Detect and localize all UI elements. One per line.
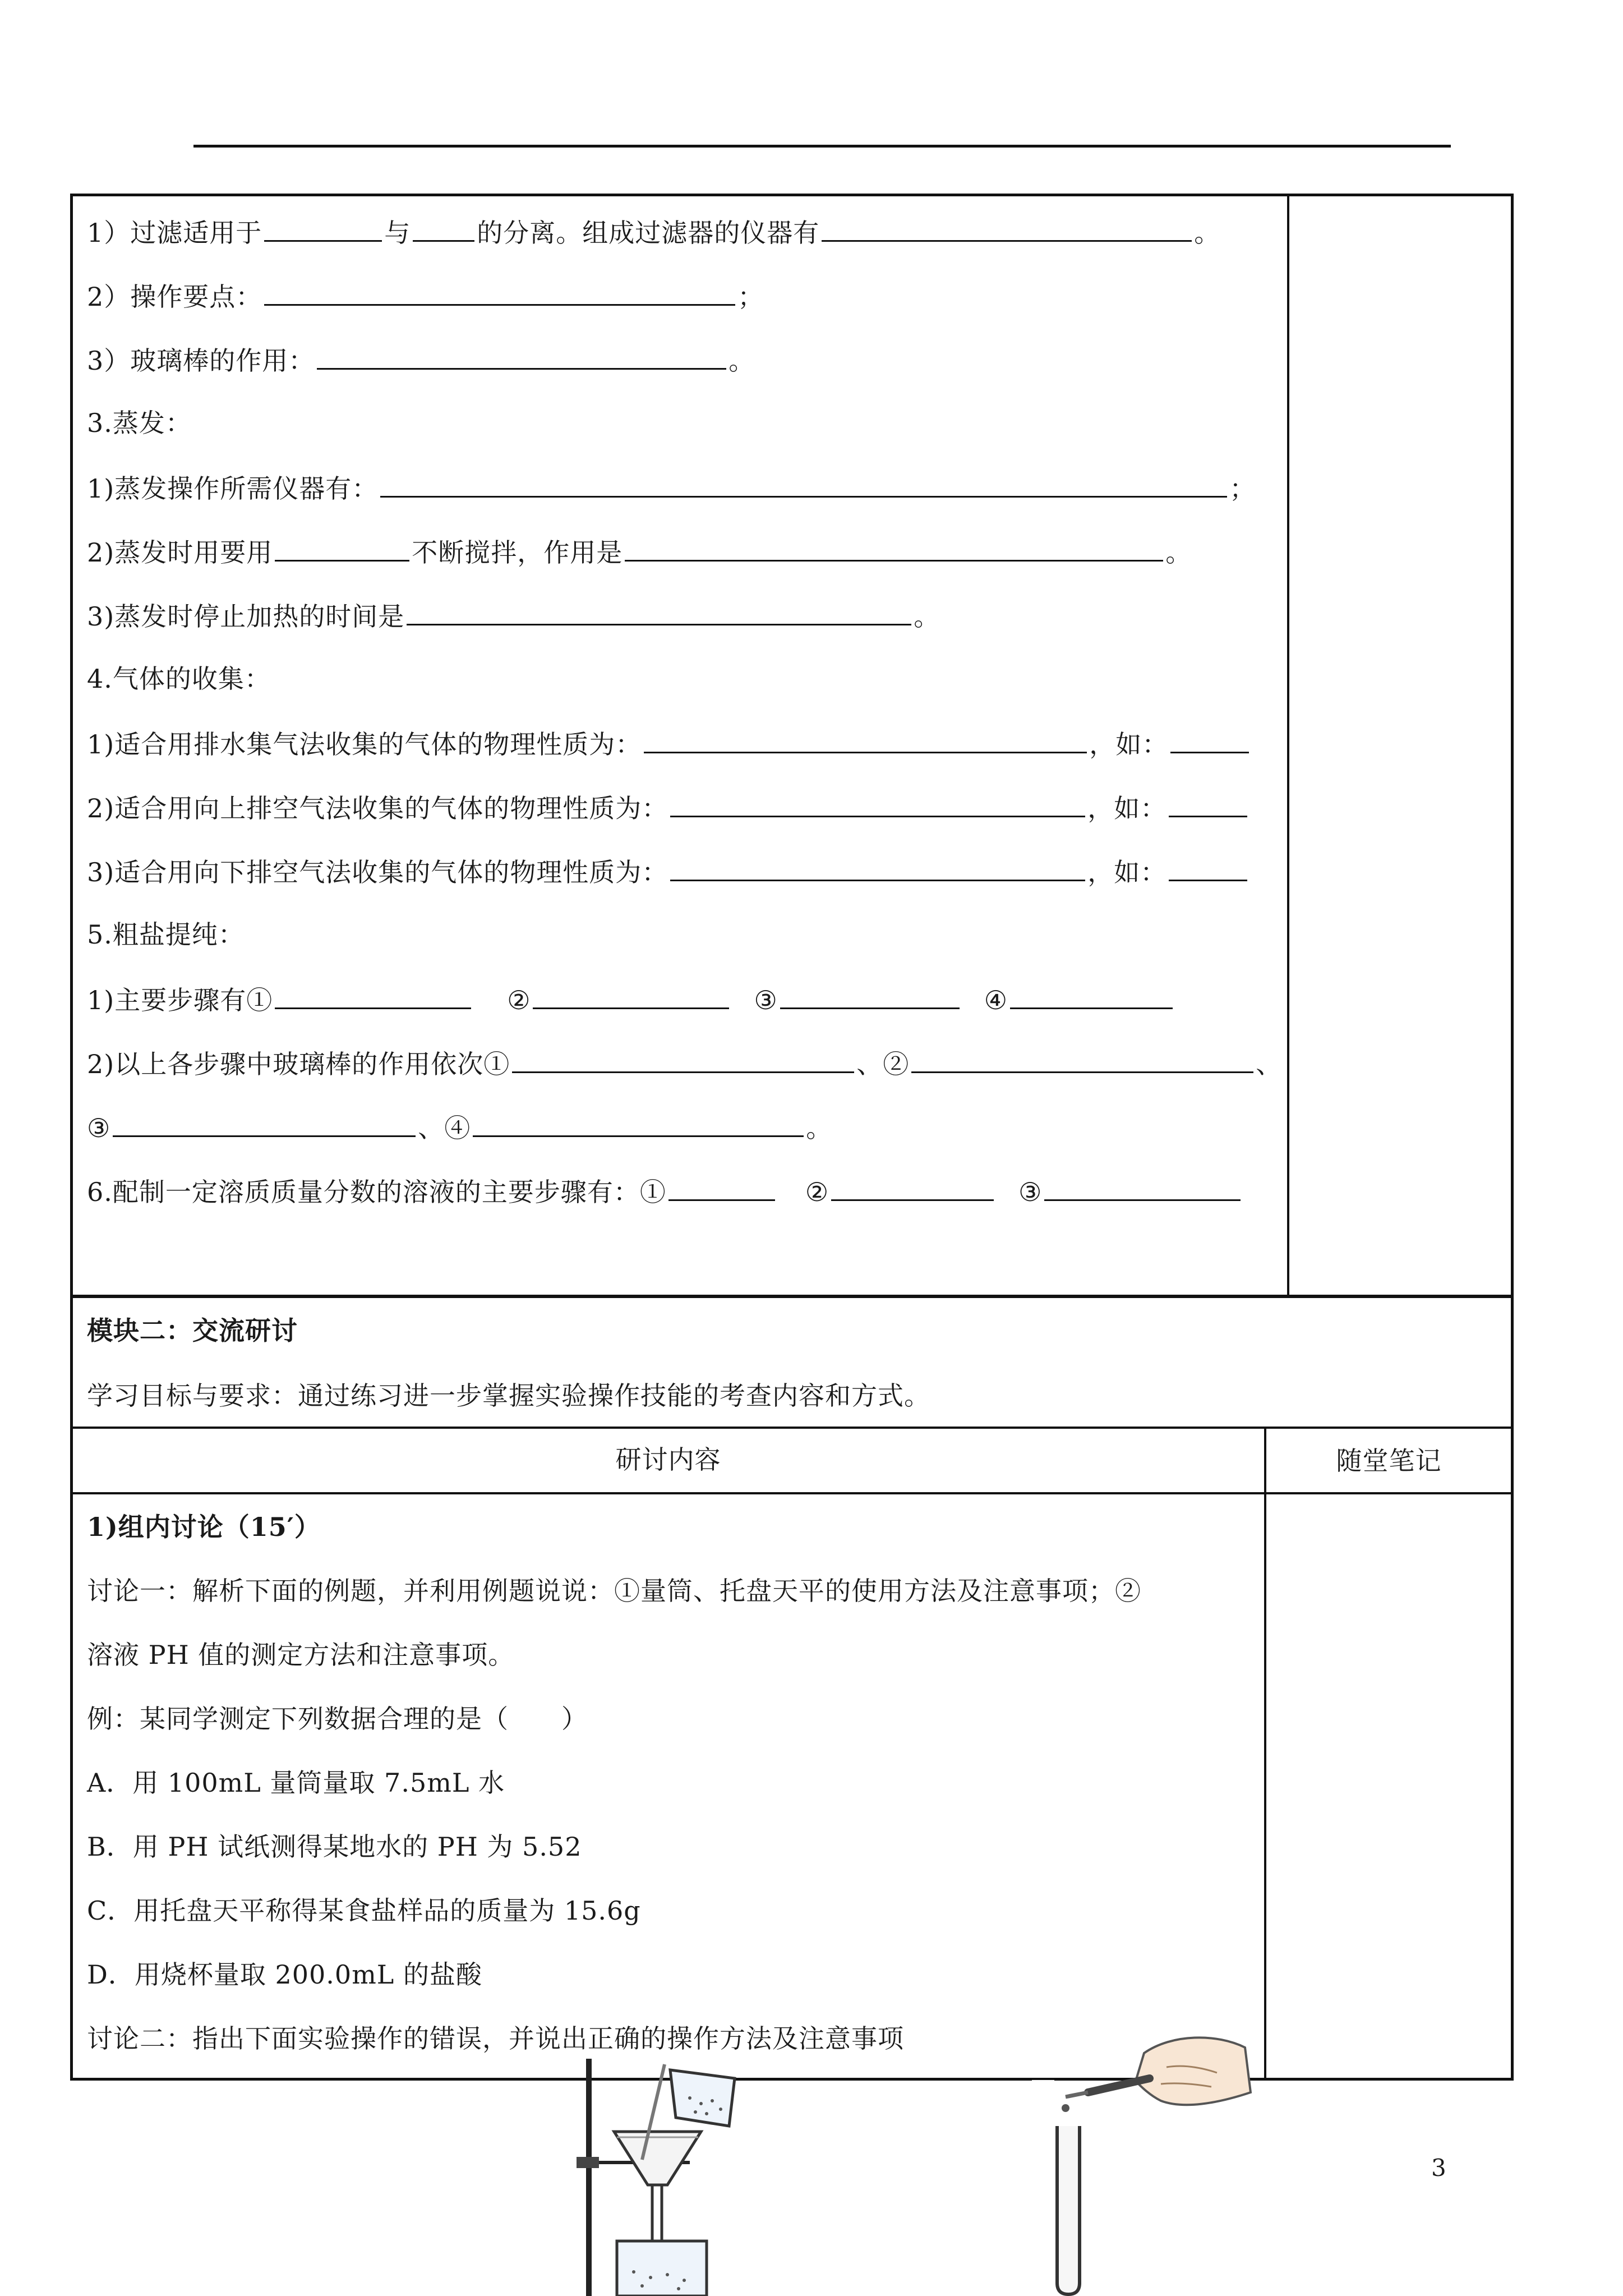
- option-c: C．用托盘天平称得某食盐样品的质量为 15.6g: [87, 1895, 641, 1926]
- filter-line-1: 1）过滤适用于 与 的分离。组成过滤器的仪器有 。: [87, 213, 1220, 251]
- blank[interactable]: [1169, 853, 1247, 881]
- example-question: 例：某同学测定下列数据合理的是（ ）: [87, 1704, 588, 1734]
- blank[interactable]: [831, 1172, 994, 1201]
- blank[interactable]: [275, 981, 471, 1009]
- blank[interactable]: [670, 789, 1085, 817]
- col-header-content: 研讨内容: [615, 1444, 721, 1475]
- blank[interactable]: [317, 341, 726, 370]
- blank[interactable]: [113, 1108, 416, 1137]
- blank[interactable]: [413, 213, 474, 242]
- blank[interactable]: [512, 1045, 854, 1073]
- salt-line-1: 1)主要步骤有① ② ③ ④: [87, 981, 1175, 1018]
- module2-goal: 学习目标与要求：通过练习进一步掌握实验操作技能的考查内容和方式。: [87, 1381, 930, 1411]
- gas-heading: 4.气体的收集：: [87, 664, 271, 694]
- blank[interactable]: [1044, 1172, 1241, 1201]
- salt-heading: 5.粗盐提纯：: [87, 919, 245, 950]
- col-header-notes: 随堂笔记: [1336, 1446, 1442, 1476]
- blank[interactable]: [473, 1108, 804, 1137]
- discussion2: 讨论二：指出下面实验操作的错误，并说出正确的操作方法及注意事项: [87, 2023, 904, 2054]
- blank[interactable]: [1010, 981, 1173, 1009]
- discussion-title: 1)组内讨论（15′）: [87, 1512, 321, 1542]
- module2-header-rule: [70, 1427, 1514, 1429]
- option-d: D．用烧杯量取 200.0mL 的盐酸: [87, 1959, 482, 1990]
- blank[interactable]: [911, 1045, 1253, 1073]
- header-rule: [193, 145, 1451, 148]
- dropper-test-tube-icon: [1032, 2031, 1256, 2296]
- evaporation-heading: 3.蒸发：: [87, 408, 192, 438]
- blank[interactable]: [1170, 725, 1249, 753]
- blank[interactable]: [533, 981, 729, 1009]
- filtration-apparatus-icon: [561, 2047, 763, 2296]
- option-b: B．用 PH 试纸测得某地水的 PH 为 5.52: [87, 1832, 582, 1862]
- evaporation-line-3: 3)蒸发时停止加热的时间是 。: [87, 597, 940, 634]
- evaporation-line-1: 1)蒸发操作所需仪器有： ；: [87, 469, 1256, 507]
- discussion1-line-a: 讨论一：解析下面的例题，并利用例题说说：①量筒、托盘天平的使用方法及注意事项；②: [87, 1576, 1141, 1606]
- salt-line-2: 2)以上各步骤中玻璃棒的作用依次① 、② 、: [87, 1045, 1282, 1082]
- gas-line-1: 1)适合用排水集气法收集的气体的物理性质为： ，如：: [87, 725, 1251, 762]
- module2-col-header-rule: [70, 1492, 1514, 1494]
- blank[interactable]: [407, 597, 911, 625]
- module2-title: 模块二：交流研讨: [87, 1315, 298, 1346]
- blank[interactable]: [264, 213, 382, 242]
- module2-notes-divider: [1264, 1427, 1266, 2081]
- blank[interactable]: [275, 533, 409, 562]
- page-number: 3: [1431, 2154, 1446, 2182]
- filter-line-3: 3）玻璃棒的作用： 。: [87, 341, 755, 379]
- solution-line: 6.配制一定溶质质量分数的溶液的主要步骤有：① ② ③: [87, 1172, 1243, 1210]
- gas-line-3: 3)适合用向下排空气法收集的气体的物理性质为： ，如：: [87, 853, 1249, 890]
- blank[interactable]: [625, 533, 1163, 562]
- option-a: A．用 100mL 量筒量取 7.5mL 水: [87, 1768, 505, 1798]
- section1-notes-divider: [1287, 194, 1289, 1297]
- blank[interactable]: [1169, 789, 1247, 817]
- filter-line-2: 2）操作要点： ；: [87, 277, 764, 315]
- salt-line-3: ③ 、④ 。: [87, 1108, 832, 1146]
- blank[interactable]: [822, 213, 1192, 242]
- blank[interactable]: [644, 725, 1087, 753]
- discussion1-line-b: 溶液 PH 值的测定方法和注意事项。: [87, 1640, 515, 1670]
- gas-line-2: 2)适合用向上排空气法收集的气体的物理性质为： ，如：: [87, 789, 1249, 826]
- blank[interactable]: [264, 277, 735, 306]
- evaporation-line-2: 2)蒸发时用要用 不断搅拌，作用是 。: [87, 533, 1192, 570]
- blank[interactable]: [670, 853, 1085, 881]
- blank[interactable]: [780, 981, 960, 1009]
- blank[interactable]: [380, 469, 1227, 498]
- blank[interactable]: [668, 1172, 775, 1201]
